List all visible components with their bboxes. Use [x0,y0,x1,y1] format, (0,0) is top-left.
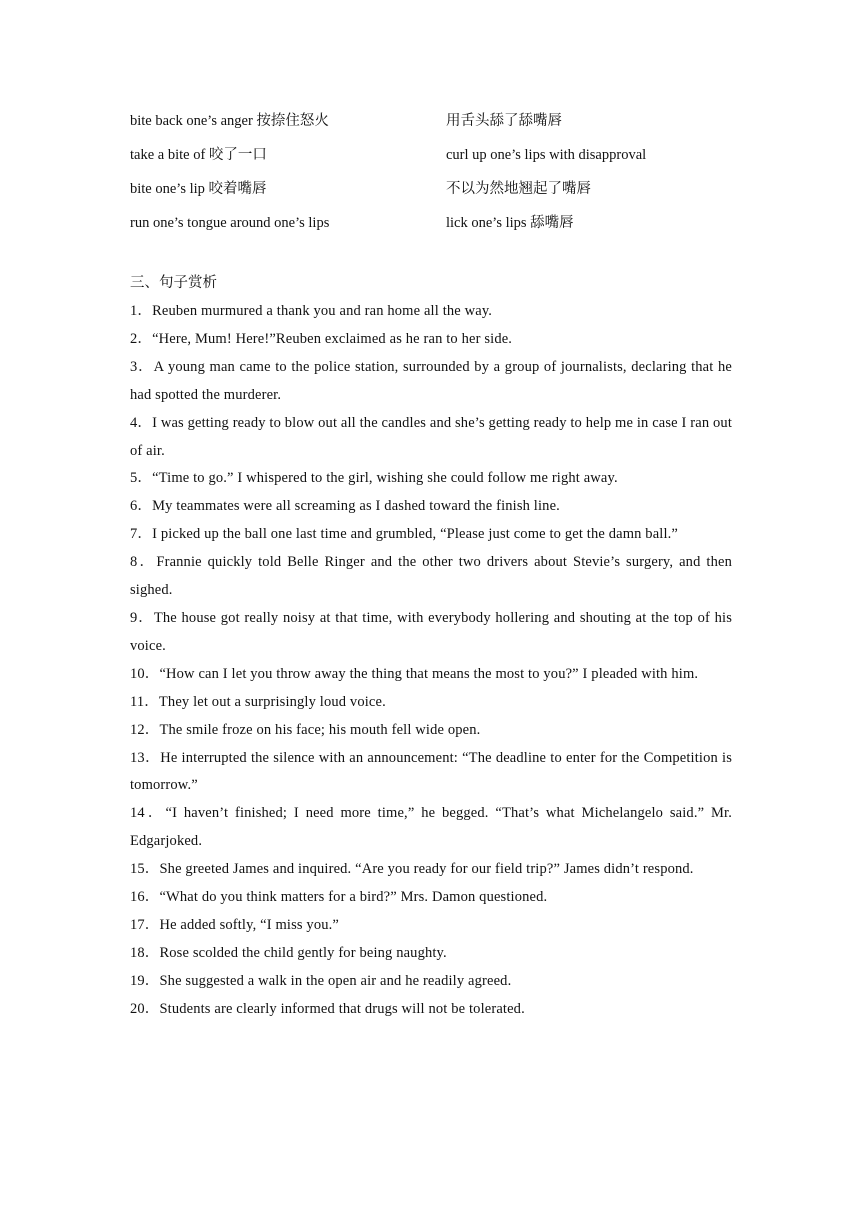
phrase-row [130,179,750,213]
phrase-row [130,145,750,179]
phrase-right: 不以为然地翘起了嘴唇 [446,181,591,197]
sentence-item [130,717,732,745]
sentence-number: 10． [130,665,160,682]
sentence-number: 4． [130,414,153,431]
sentence-text: A young man came to the police station, surrounded by a group of journalists, declaring that he had spotted the murderer. [130,358,732,403]
sentence-text: Reuben murmured a thank you and ran home all the way. [152,303,493,319]
sentence-list [130,298,732,1024]
sentence-item [130,940,732,968]
sentence-number: 2． [130,330,153,347]
sentence-item [130,549,732,605]
sentence-item [130,745,732,801]
sentence-item [130,298,732,326]
sentence-item [130,354,732,410]
sentence-number: 11． [130,693,159,710]
sentence-text: “How can I let you throw away the thing that means the most to you?” I pleaded with him. [159,665,699,682]
sentence-number: 19． [130,972,160,989]
phrase-row [130,213,750,247]
sentence-text: They let out a surprisingly loud voice. [158,693,386,710]
sentence-text: The house got really noisy at that time, with everybody hollering and shouting at the top of his voice. [130,609,732,654]
sentence-number: 16． [130,889,160,906]
sentence-item [130,493,732,521]
sentence-item [130,912,732,940]
sentence-number: 3． [130,358,154,375]
sentence-number: 20． [130,1000,160,1017]
sentence-text: He interrupted the silence with an announcement: “The deadline to enter for the Competition is tomorrow.” [130,749,732,794]
sentence-item [130,856,732,884]
sentence-number: 18． [130,944,160,961]
sentence-item [130,465,732,493]
phrase-left: bite one’s lip 咬着嘴唇 [130,181,267,197]
sentence-text: Rose scolded the child gently for being naughty. [159,944,447,961]
sentence-number: 14． [130,805,166,822]
phrase-left: run one’s tongue around one’s lips [130,215,330,231]
phrase-right: curl up one’s lips with disapproval [446,147,647,163]
sentence-text: “I haven’t finished; I need more time,” he begged. “That’s what Michelangelo said.” Mr. Edgarjoked. [130,805,732,850]
sentence-text: The smile froze on his face; his mouth fell wide open. [159,721,481,738]
sentence-item [130,661,732,689]
sentence-number: 6． [130,498,153,515]
sentence-text: “Time to go.” I whispered to the girl, wishing she could follow me right away. [152,470,618,487]
sentence-item [130,968,732,996]
phrase-right: 用舌头舔了舔嘴唇 [446,113,562,129]
sentence-text: “Here, Mum! Here!”Reuben exclaimed as he ran to her side. [152,330,513,347]
sentence-text: She greeted James and inquired. “Are you ready for our field trip?” James didn’t respond. [159,861,694,878]
sentence-item [130,521,732,549]
phrase-right: lick one’s lips 舔嘴唇 [446,215,574,231]
sentence-item [130,689,732,717]
sentence-number: 8． [130,554,157,571]
section-title: 三、句子赏析 [130,275,217,291]
sentence-number: 9． [130,609,154,626]
sentence-text: He added softly, “I miss you.” [159,916,339,933]
sentence-number: 12． [130,721,160,738]
sentence-number: 1． [130,303,153,319]
sentence-text: My teammates were all screaming as I dashed toward the finish line. [152,498,560,515]
sentence-item [130,410,732,466]
sentence-item [130,996,732,1024]
sentence-item [130,884,732,912]
sentence-item [130,800,732,856]
phrase-list [130,111,750,247]
sentence-number: 7． [130,526,153,543]
sentence-number: 17． [130,916,160,933]
sentence-text: Students are clearly informed that drugs will not be tolerated. [159,1000,525,1017]
phrase-left: take a bite of 咬了一口 [130,147,267,163]
phrase-row [130,111,750,145]
phrase-left: bite back one’s anger 按捺住怒火 [130,113,329,129]
sentence-text: “What do you think matters for a bird?” Mrs. Damon questioned. [159,889,548,906]
sentence-item [130,605,732,661]
sentence-number: 15． [130,861,160,878]
sentence-text: Frannie quickly told Belle Ringer and the other two drivers about Stevie’s surgery, and then sighed. [130,554,732,599]
sentence-number: 13． [130,749,161,766]
sentence-text: I picked up the ball one last time and grumbled, “Please just come to get the damn ball.” [152,526,679,543]
sentence-text: I was getting ready to blow out all the candles and she’s getting ready to help me in case I ran out of air. [130,414,732,459]
sentence-text: She suggested a walk in the open air and he readily agreed. [159,972,512,989]
sentence-item [130,326,732,354]
sentence-number: 5． [130,470,153,487]
